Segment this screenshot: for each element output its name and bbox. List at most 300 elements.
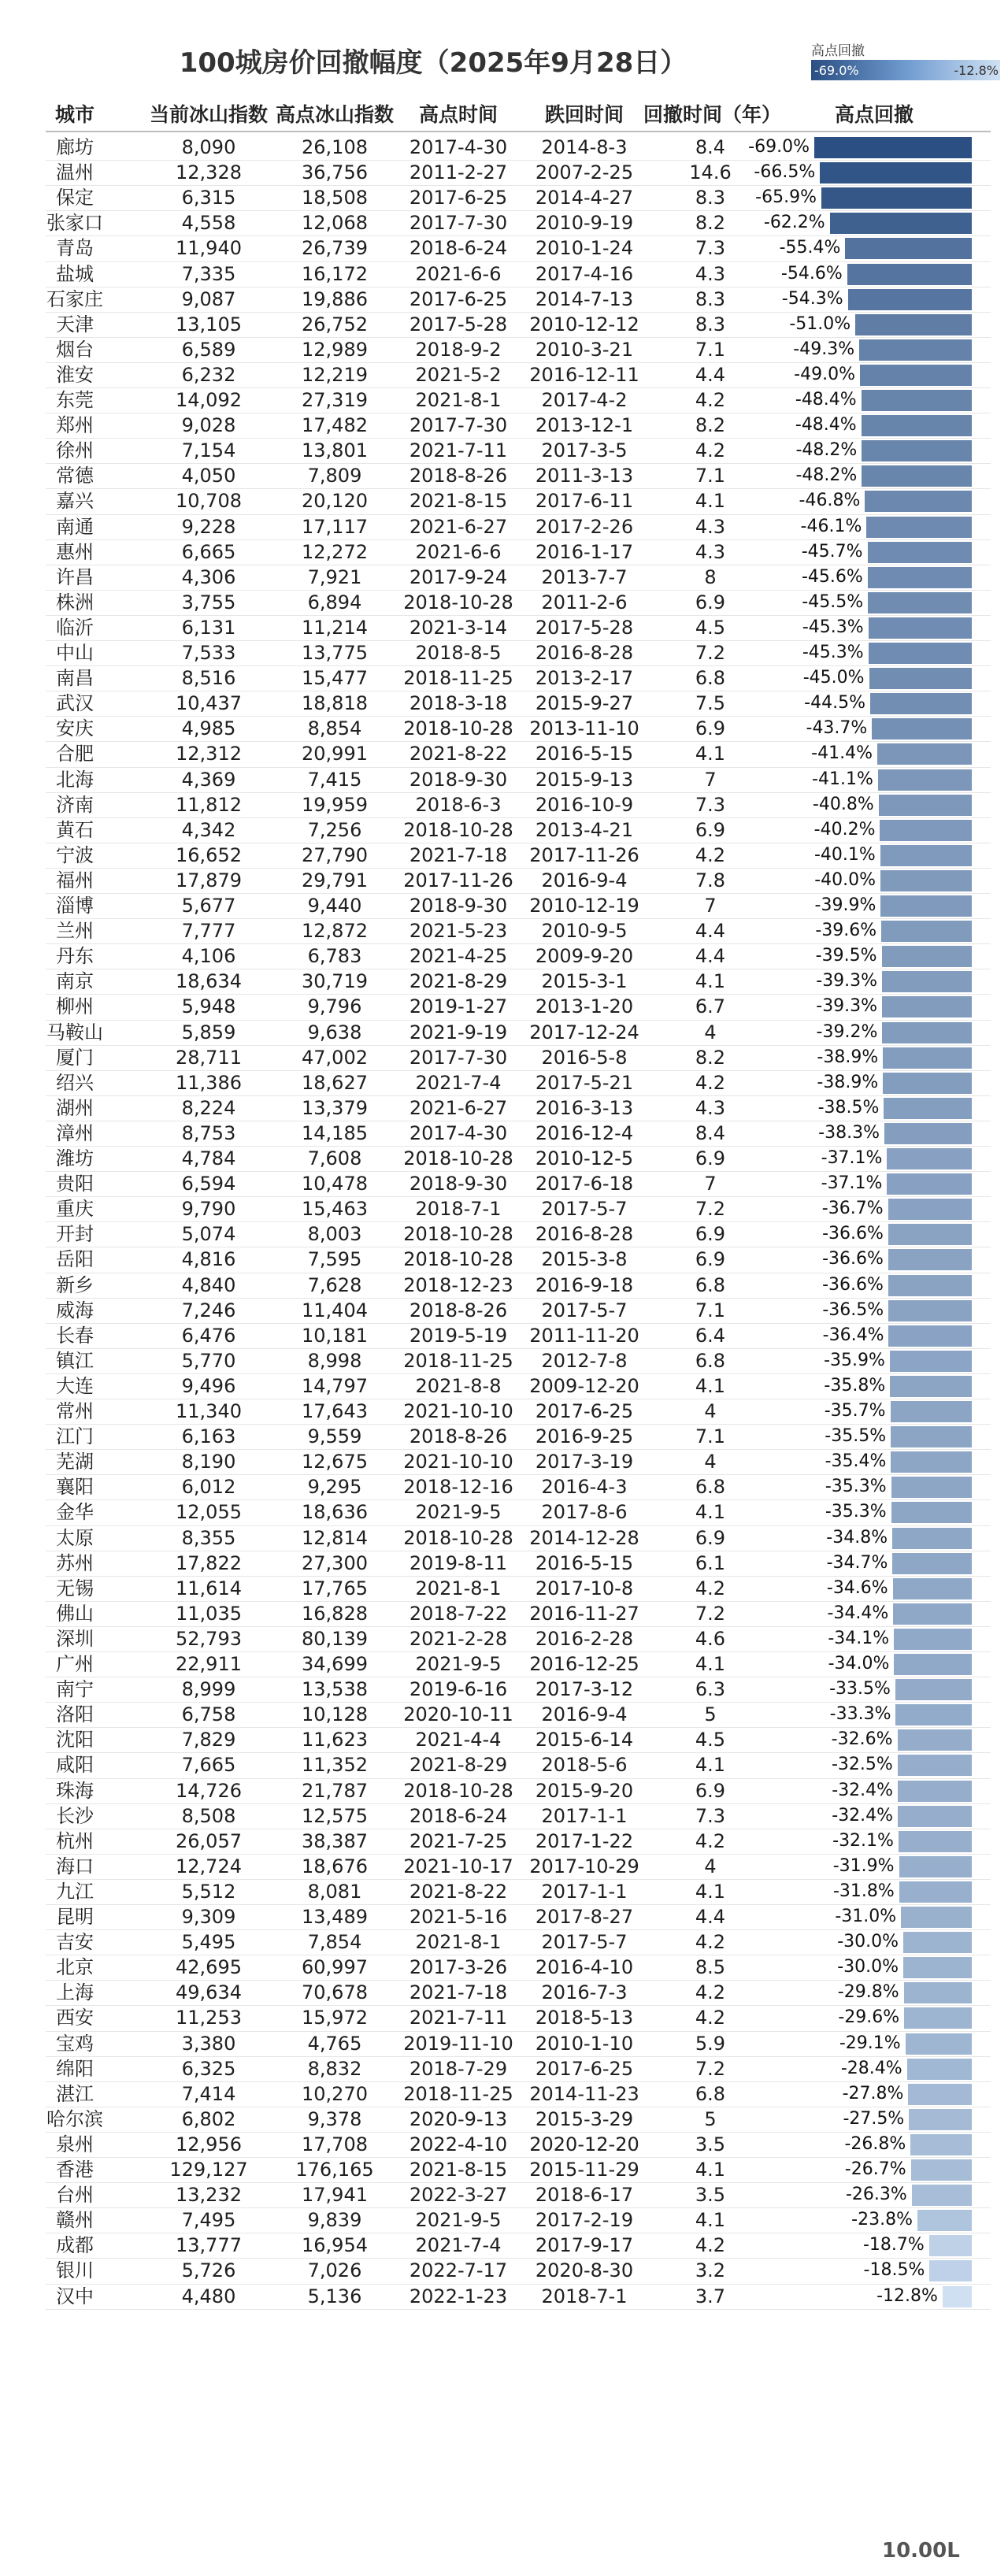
table-cell-city: 海口 (56, 1855, 94, 1877)
drawdown-label: -36.6% (822, 1274, 884, 1295)
table-cell-city: 新乡 (56, 1273, 94, 1296)
table-cell-peak: 17,941 (302, 2184, 368, 2207)
drawdown-label: -36.6% (822, 1249, 884, 1269)
table-cell-back-date: 2017-2-26 (535, 515, 634, 538)
table-cell-years: 4.1 (695, 490, 726, 513)
drawdown-bar (901, 1907, 972, 1928)
table-cell-peak: 5,136 (307, 2285, 362, 2307)
table-cell-years: 4.2 (695, 2007, 726, 2029)
drawdown-bar (845, 238, 972, 259)
table-cell-current: 11,812 (176, 793, 242, 816)
drawdown-label: -45.3% (802, 617, 864, 637)
drawdown-label: -40.0% (814, 869, 876, 890)
drawdown-label: -55.4% (779, 238, 841, 258)
table-cell-current: 9,028 (181, 414, 236, 437)
table-cell-years: 8.2 (695, 1046, 726, 1069)
table-cell-current: 6,012 (181, 1476, 236, 1499)
drawdown-bar (859, 339, 972, 361)
drawdown-label: -39.6% (815, 921, 877, 941)
drawdown-label: -29.1% (839, 2033, 901, 2053)
table-cell-years: 6.9 (695, 717, 726, 740)
drawdown-bar (908, 2084, 972, 2105)
row-divider (46, 590, 991, 591)
table-cell-city: 九江 (56, 1880, 94, 1903)
table-cell-peak-date: 2018-10-28 (403, 1147, 513, 1169)
table-cell-current: 6,589 (181, 338, 236, 361)
table-cell-peak-date: 2021-8-8 (415, 1374, 502, 1397)
row-divider (46, 1752, 991, 1753)
table-cell-peak-date: 2018-10-28 (403, 1526, 513, 1549)
table-cell-peak-date: 2021-6-27 (409, 1096, 508, 1119)
table-cell-back-date: 2015-9-13 (535, 768, 634, 791)
table-cell-peak: 27,319 (302, 389, 368, 411)
table-cell-years: 8.4 (695, 1121, 726, 1144)
table-cell-back-date: 2016-9-4 (541, 1703, 628, 1726)
table-cell-years: 6.1 (695, 1551, 726, 1574)
table-cell-current: 12,328 (176, 161, 242, 184)
table-cell-peak: 8,003 (307, 1223, 362, 1246)
table-cell-city: 马鞍山 (46, 1021, 103, 1043)
row-divider (46, 1778, 991, 1779)
table-cell-years: 4.2 (695, 843, 726, 866)
table-cell-peak: 9,796 (307, 995, 362, 1018)
drawdown-bar (929, 2235, 972, 2256)
drawdown-bar (899, 1881, 972, 1903)
table-cell-city: 漳州 (56, 1121, 94, 1144)
table-cell-back-date: 2010-12-12 (529, 313, 639, 335)
drawdown-label: -54.3% (781, 288, 843, 309)
table-cell-city: 青岛 (56, 237, 94, 260)
table-cell-city: 合肥 (56, 743, 94, 765)
table-cell-years: 3.2 (695, 2259, 726, 2282)
table-cell-city: 南宁 (56, 1678, 94, 1701)
table-cell-back-date: 2009-9-20 (535, 945, 634, 968)
drawdown-bar (893, 1603, 972, 1625)
table-cell-current: 28,711 (176, 1046, 242, 1069)
drawdown-label: -30.0% (837, 1932, 899, 1952)
drawdown-bar (883, 1047, 972, 1069)
table-cell-years: 4 (704, 1021, 717, 1043)
table-cell-city: 常德 (56, 465, 94, 487)
drawdown-label: -31.9% (832, 1855, 895, 1876)
table-cell-years: 4 (704, 1855, 717, 1877)
table-cell-peak-date: 2017-6-25 (409, 187, 508, 209)
table-cell-back-date: 2016-12-11 (529, 363, 639, 386)
drawdown-label: -35.9% (824, 1350, 885, 1370)
drawdown-label: -35.3% (825, 1477, 887, 1497)
table-cell-peak: 15,463 (302, 1198, 368, 1221)
table-cell-current: 12,312 (176, 743, 242, 765)
drawdown-bar (898, 1729, 972, 1751)
row-divider (46, 1601, 991, 1602)
drawdown-label: -34.8% (826, 1527, 888, 1547)
row-divider (46, 261, 991, 262)
table-cell-peak-date: 2018-10-28 (403, 717, 513, 740)
table-cell-back-date: 2016-11-27 (529, 1602, 639, 1625)
row-divider (46, 2284, 991, 2285)
drawdown-bar (870, 693, 972, 714)
table-cell-back-date: 2017-6-25 (535, 1400, 634, 1422)
row-divider (46, 817, 991, 818)
table-cell-peak: 36,756 (302, 161, 368, 184)
table-cell-city: 襄阳 (56, 1476, 94, 1499)
table-cell-years: 4.1 (695, 1653, 726, 1675)
table-cell-peak-date: 2021-10-10 (403, 1451, 513, 1473)
table-cell-current: 3,755 (181, 591, 236, 613)
row-divider (46, 2081, 991, 2082)
table-cell-city: 无锡 (56, 1577, 94, 1599)
table-cell-peak-date: 2022-3-27 (409, 2184, 508, 2207)
table-cell-city: 金华 (56, 1501, 94, 1524)
drawdown-bar (868, 567, 972, 588)
table-cell-current: 7,665 (181, 1754, 236, 1777)
color-legend (811, 39, 1000, 83)
table-cell-peak: 7,415 (307, 768, 362, 791)
table-cell-city: 镇江 (56, 1349, 94, 1372)
table-cell-city: 银川 (56, 2259, 94, 2282)
table-cell-peak: 12,219 (302, 363, 368, 386)
drawdown-label: -49.3% (793, 339, 855, 359)
drawdown-label: -65.9% (755, 187, 817, 208)
table-cell-current: 26,057 (176, 1829, 242, 1852)
drawdown-bar (891, 1451, 972, 1473)
drawdown-bar (887, 1148, 972, 1169)
table-cell-years: 6.9 (695, 818, 726, 841)
drawdown-bar (887, 1173, 972, 1195)
table-cell-current: 7,777 (181, 920, 236, 943)
table-cell-back-date: 2020-12-20 (529, 2133, 639, 2155)
table-cell-city: 威海 (56, 1299, 94, 1321)
table-cell-current: 8,508 (181, 1804, 236, 1827)
watermark-logo: 10.00L (882, 2539, 960, 2563)
table-cell-peak: 27,300 (302, 1551, 368, 1574)
table-cell-back-date: 2013-12-1 (535, 414, 634, 437)
drawdown-label: -39.2% (816, 1021, 878, 1042)
legend-min-label: -69.0% (814, 63, 859, 78)
drawdown-bar (862, 440, 972, 461)
table-cell-peak: 8,832 (307, 2057, 362, 2080)
table-cell-peak: 11,404 (302, 1299, 368, 1321)
table-cell-back-date: 2017-3-19 (535, 1451, 634, 1473)
table-cell-years: 6.9 (695, 1248, 726, 1271)
table-cell-peak: 11,214 (302, 616, 368, 639)
table-cell-back-date: 2017-9-17 (535, 2234, 634, 2257)
table-cell-city: 岳阳 (56, 1248, 94, 1271)
table-cell-peak-date: 2017-7-30 (409, 212, 508, 235)
drawdown-label: -36.6% (822, 1224, 884, 1244)
table-cell-current: 11,614 (176, 1577, 242, 1599)
row-divider (46, 640, 991, 641)
drawdown-label: -30.0% (837, 1957, 899, 1977)
row-divider (46, 1727, 991, 1728)
table-cell-city: 惠州 (56, 540, 94, 563)
row-divider (46, 1424, 991, 1425)
table-cell-peak-date: 2017-5-28 (409, 313, 508, 335)
table-cell-years: 4.3 (695, 262, 726, 285)
table-cell-years: 5 (704, 1703, 717, 1726)
drawdown-label: -27.5% (843, 2108, 905, 2129)
row-divider (46, 1879, 991, 1880)
drawdown-bar (909, 2109, 972, 2130)
drawdown-bar (899, 1831, 972, 1852)
table-cell-peak-date: 2018-12-16 (403, 1476, 513, 1499)
table-cell-peak-date: 2021-5-23 (409, 920, 508, 943)
drawdown-label: -34.0% (828, 1654, 890, 1673)
row-divider (46, 1499, 991, 1500)
table-cell-city: 大连 (56, 1374, 94, 1397)
drawdown-bar (891, 1426, 972, 1447)
table-cell-peak-date: 2018-11-25 (403, 667, 513, 690)
drawdown-bar (882, 996, 972, 1017)
table-cell-peak-date: 2021-7-11 (409, 439, 508, 462)
table-cell-years: 6.8 (695, 1476, 726, 1499)
table-cell-back-date: 2018-5-13 (535, 2007, 634, 2029)
drawdown-bar (890, 1351, 972, 1372)
drawdown-bar (830, 213, 972, 234)
table-cell-years: 4.1 (695, 1374, 726, 1397)
table-cell-city: 中山 (56, 642, 94, 664)
table-cell-peak: 4,765 (307, 2032, 362, 2055)
drawdown-bar (847, 264, 972, 285)
drawdown-label: -43.7% (806, 718, 868, 739)
row-divider (46, 1474, 991, 1475)
table-cell-peak: 10,270 (302, 2082, 368, 2105)
row-divider (46, 1980, 991, 1981)
table-cell-peak: 6,894 (307, 591, 362, 613)
table-cell-years: 4.5 (695, 1729, 726, 1751)
table-cell-back-date: 2017-8-27 (535, 1906, 634, 1928)
table-cell-current: 7,154 (181, 439, 236, 462)
table-cell-peak: 17,765 (302, 1577, 368, 1599)
table-cell-current: 6,758 (181, 1703, 236, 1726)
column-header: 当前冰山指数 (149, 103, 268, 126)
table-cell-peak-date: 2017-4-30 (409, 1121, 508, 1144)
table-cell-current: 11,386 (176, 1071, 242, 1094)
table-cell-peak: 16,828 (302, 1602, 368, 1625)
drawdown-bar (891, 1502, 972, 1523)
row-divider (46, 488, 991, 489)
table-cell-current: 5,495 (181, 1931, 236, 1954)
table-cell-peak-date: 2021-8-1 (415, 1577, 502, 1599)
table-cell-peak-date: 2018-11-25 (403, 2082, 513, 2105)
table-cell-peak: 80,139 (302, 1627, 368, 1650)
table-cell-peak: 19,959 (302, 793, 368, 816)
table-cell-current: 11,940 (176, 237, 242, 260)
table-cell-city: 杭州 (56, 1829, 94, 1852)
table-cell-city: 北京 (56, 1956, 94, 1979)
table-cell-current: 10,437 (176, 692, 242, 715)
table-cell-peak-date: 2021-7-4 (415, 2234, 502, 2257)
drawdown-bar (881, 921, 972, 942)
table-cell-years: 3.5 (695, 2184, 726, 2207)
table-cell-back-date: 2011-2-6 (541, 591, 628, 613)
table-cell-back-date: 2016-12-4 (535, 1121, 634, 1144)
row-divider (46, 767, 991, 768)
table-cell-back-date: 2017-5-7 (541, 1299, 628, 1321)
drawdown-bar (869, 668, 972, 689)
table-cell-years: 6.8 (695, 2082, 726, 2105)
table-cell-peak-date: 2017-3-26 (409, 1956, 508, 1979)
drawdown-bar (880, 820, 972, 841)
drawdown-bar (869, 617, 972, 639)
drawdown-bar (862, 415, 972, 436)
table-cell-years: 7.2 (695, 1198, 726, 1221)
drawdown-bar (880, 845, 972, 866)
drawdown-bar (882, 971, 972, 992)
table-cell-years: 8 (704, 565, 717, 588)
drawdown-label: -18.7% (862, 2235, 925, 2255)
table-cell-years: 5 (704, 2107, 717, 2130)
table-cell-back-date: 2016-12-25 (529, 1653, 639, 1675)
table-cell-peak: 29,791 (302, 869, 368, 891)
table-cell-current: 11,035 (176, 1602, 242, 1625)
table-cell-current: 9,496 (181, 1374, 236, 1397)
drawdown-label: -32.6% (831, 1729, 893, 1750)
drawdown-label: -31.0% (835, 1907, 897, 1926)
table-cell-back-date: 2015-3-1 (541, 970, 628, 993)
table-cell-years: 4.2 (695, 1071, 726, 1094)
table-cell-peak-date: 2018-10-28 (403, 1248, 513, 1271)
table-cell-city: 咸阳 (56, 1754, 94, 1777)
table-cell-current: 7,246 (181, 1299, 236, 1321)
drawdown-label: -45.5% (802, 591, 864, 612)
table-cell-peak-date: 2018-3-18 (409, 692, 508, 715)
row-divider (46, 2207, 991, 2208)
table-cell-city: 贵阳 (56, 1173, 94, 1195)
drawdown-bar (855, 314, 972, 335)
table-cell-city: 兰州 (56, 920, 94, 943)
table-cell-peak: 21,787 (302, 1779, 368, 1802)
table-cell-peak: 38,387 (302, 1829, 368, 1852)
drawdown-label: -34.1% (828, 1628, 890, 1648)
row-divider (46, 463, 991, 464)
table-cell-city: 南昌 (56, 667, 94, 690)
table-cell-peak: 13,775 (302, 642, 368, 664)
drawdown-bar (929, 2260, 972, 2281)
row-divider (46, 387, 991, 388)
table-cell-city: 石家庄 (46, 287, 103, 310)
drawdown-bar (879, 795, 972, 816)
table-cell-years: 14.6 (689, 161, 732, 184)
table-cell-back-date: 2011-11-20 (529, 1324, 639, 1347)
table-cell-current: 8,190 (181, 1451, 236, 1473)
table-cell-peak: 176,165 (295, 2159, 374, 2181)
row-divider (46, 868, 991, 869)
drawdown-label: -35.3% (825, 1502, 887, 1522)
table-cell-current: 7,533 (181, 642, 236, 664)
table-cell-peak-date: 2021-7-18 (409, 843, 508, 866)
table-cell-back-date: 2016-9-18 (535, 1273, 634, 1296)
table-cell-current: 9,228 (181, 515, 236, 538)
table-cell-city: 泉州 (56, 2133, 94, 2155)
table-cell-years: 8.3 (695, 287, 726, 310)
table-cell-city: 湖州 (56, 1096, 94, 1119)
drawdown-label: -33.3% (829, 1704, 891, 1725)
drawdown-label: -38.3% (818, 1122, 880, 1143)
table-cell-current: 18,634 (176, 970, 242, 993)
table-cell-city: 济南 (56, 793, 94, 816)
row-divider (46, 665, 991, 666)
table-cell-peak-date: 2021-5-2 (415, 363, 502, 386)
table-cell-back-date: 2017-5-7 (541, 1931, 628, 1954)
table-cell-years: 4.4 (695, 920, 726, 943)
table-cell-years: 4.1 (695, 2159, 726, 2181)
table-cell-peak: 30,719 (302, 970, 368, 993)
drawdown-label: -45.3% (802, 643, 864, 662)
table-cell-back-date: 2015-3-8 (541, 1248, 628, 1271)
drawdown-label: -18.5% (863, 2260, 925, 2281)
table-cell-peak-date: 2018-7-1 (415, 1198, 502, 1221)
table-cell-peak: 12,675 (302, 1451, 368, 1473)
row-divider (46, 943, 991, 944)
table-cell-years: 4.3 (695, 515, 726, 538)
table-cell-city: 临沂 (56, 616, 94, 639)
table-cell-peak-date: 2018-8-26 (409, 1425, 508, 1448)
table-cell-years: 8.4 (695, 136, 726, 158)
table-cell-back-date: 2010-1-24 (535, 237, 634, 260)
drawdown-bar (869, 643, 972, 664)
table-cell-back-date: 2013-2-17 (535, 667, 634, 690)
row-divider (46, 514, 991, 515)
row-divider (46, 438, 991, 439)
row-divider (46, 1020, 991, 1021)
drawdown-bar (880, 895, 972, 917)
table-cell-years: 4.4 (695, 1906, 726, 1928)
table-cell-back-date: 2007-2-25 (535, 161, 634, 184)
table-cell-peak: 12,989 (302, 338, 368, 361)
table-cell-back-date: 2010-9-5 (541, 920, 628, 943)
table-cell-current: 7,414 (181, 2082, 236, 2105)
table-cell-city: 香港 (56, 2159, 94, 2181)
table-cell-current: 12,956 (176, 2133, 242, 2155)
table-cell-years: 4.3 (695, 540, 726, 563)
drawdown-bar (912, 2185, 972, 2206)
table-cell-years: 4.2 (695, 1577, 726, 1599)
table-cell-back-date: 2016-8-28 (535, 1223, 634, 1246)
table-cell-peak: 7,595 (307, 1248, 362, 1271)
table-cell-current: 5,859 (181, 1021, 236, 1043)
table-cell-peak: 10,478 (302, 1173, 368, 1195)
table-cell-peak-date: 2022-7-17 (409, 2259, 508, 2282)
table-cell-current: 17,879 (176, 869, 242, 891)
table-cell-peak: 14,185 (302, 1121, 368, 1144)
table-cell-years: 8.5 (695, 1956, 726, 1979)
table-cell-back-date: 2016-5-8 (541, 1046, 628, 1069)
drawdown-label: -48.4% (795, 390, 857, 410)
table-cell-city: 柳州 (56, 995, 94, 1018)
drawdown-label: -39.5% (815, 946, 877, 966)
table-cell-current: 4,558 (181, 212, 236, 235)
table-cell-current: 14,726 (176, 1779, 242, 1802)
table-cell-back-date: 2017-10-29 (529, 1855, 639, 1877)
drawdown-label: -32.4% (832, 1780, 894, 1800)
row-divider (46, 1221, 991, 1222)
table-cell-back-date: 2017-4-16 (535, 262, 634, 285)
table-cell-back-date: 2012-7-8 (541, 1349, 628, 1372)
drawdown-label: -37.1% (821, 1148, 883, 1168)
table-cell-current: 5,074 (181, 1223, 236, 1246)
drawdown-bar (907, 2059, 972, 2080)
table-cell-current: 7,335 (181, 262, 236, 285)
table-cell-city: 南通 (56, 515, 94, 538)
table-cell-back-date: 2015-3-29 (535, 2107, 634, 2130)
drawdown-bar (868, 542, 972, 563)
drawdown-label: -40.2% (813, 819, 876, 840)
row-divider (46, 312, 991, 313)
table-cell-city: 珠海 (56, 1779, 94, 1802)
drawdown-bar (814, 137, 972, 158)
table-cell-years: 6.3 (695, 1678, 726, 1701)
